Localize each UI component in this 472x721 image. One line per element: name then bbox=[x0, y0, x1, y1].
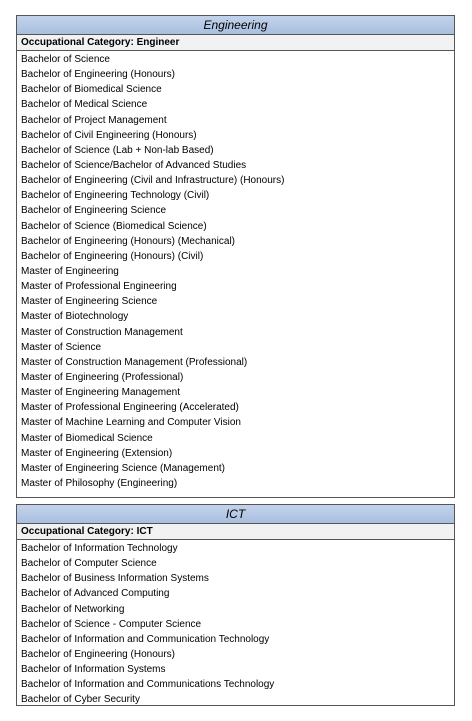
degree-item: Bachelor of Advanced Computing bbox=[21, 588, 170, 600]
degree-item: Bachelor of Information Systems bbox=[21, 664, 166, 676]
degree-item: Bachelor of Engineering (Honours) bbox=[21, 648, 175, 660]
degree-item: Master of Engineering bbox=[21, 265, 119, 277]
degree-item: Bachelor of Science/Bachelor of Advanced Studies bbox=[21, 159, 247, 171]
degree-item: Master of Professional Engineering bbox=[21, 281, 177, 293]
degree-item: Master of Science bbox=[21, 341, 102, 353]
degree-item: Master of Construction Management bbox=[21, 326, 183, 338]
degree-item: Bachelor of Computer Science bbox=[21, 558, 157, 570]
degree-item: Bachelor of Cyber Security bbox=[21, 694, 140, 706]
degree-item: Master of Biotechnology bbox=[21, 311, 129, 323]
degree-item: Bachelor of Project Management bbox=[21, 114, 167, 126]
degree-item: Bachelor of Science (Biomedical Science) bbox=[21, 220, 207, 232]
degree-item: Master of Engineering Science (Management) bbox=[21, 462, 225, 474]
degree-item: Bachelor of Engineering (Honours) (Mechanical) bbox=[21, 235, 235, 247]
engineering-table bbox=[16, 15, 455, 498]
degree-item: Master of Philosophy (Engineering) bbox=[21, 477, 178, 489]
degree-item: Bachelor of Medical Science bbox=[21, 99, 148, 111]
degree-item: Master of Professional Engineering (Accelerated) bbox=[21, 402, 239, 414]
degree-item: Master of Construction Management (Professional) bbox=[21, 356, 248, 368]
degree-item: Master of Engineering (Professional) bbox=[21, 371, 184, 383]
category-row-engineer: Occupational Category: Engineer bbox=[17, 35, 454, 51]
degree-item: Bachelor of Information and Communications Technology bbox=[21, 679, 275, 691]
degree-item: Master of Biomedical Science bbox=[21, 432, 153, 444]
degree-item: Master of Machine Learning and Computer Vision bbox=[21, 417, 241, 429]
degree-list-engineering bbox=[17, 52, 454, 491]
degree-item: Bachelor of Civil Engineering (Honours) bbox=[21, 129, 197, 141]
degree-item: Bachelor of Information Technology bbox=[21, 543, 178, 554]
section-header-ict: ICT bbox=[17, 505, 454, 524]
degree-item: Bachelor of Engineering (Honours) bbox=[21, 69, 175, 81]
degree-item: Bachelor of Engineering Technology (Civil) bbox=[21, 190, 210, 202]
section-header-engineering: Engineering bbox=[17, 16, 454, 35]
degree-item: Bachelor of Engineering (Honours) (Civil) bbox=[21, 250, 204, 262]
degree-item: Master of Engineering Management bbox=[21, 387, 180, 399]
degree-item: Bachelor of Engineering Science bbox=[21, 205, 167, 217]
degree-item: Bachelor of Networking bbox=[21, 603, 125, 615]
degree-list-ict bbox=[17, 541, 454, 708]
degree-item: Bachelor of Science (Lab + Non-lab Based) bbox=[21, 144, 214, 156]
category-row-ict: Occupational Category: ICT bbox=[17, 524, 454, 540]
degree-item: Bachelor of Biomedical Science bbox=[21, 84, 162, 96]
degree-item: Master of Engineering Science bbox=[21, 296, 158, 308]
degree-item: Bachelor of Business Information Systems bbox=[21, 573, 209, 585]
degree-item: Master of Engineering (Extension) bbox=[21, 447, 173, 459]
ict-table bbox=[16, 504, 455, 706]
degree-item: Bachelor of Science bbox=[21, 54, 110, 65]
degree-item: Bachelor of Information and Communication Technology bbox=[21, 633, 270, 645]
degree-item: Bachelor of Science - Computer Science bbox=[21, 618, 202, 630]
degree-item: Bachelor of Engineering (Civil and Infrastructure) (Honours) bbox=[21, 175, 285, 187]
